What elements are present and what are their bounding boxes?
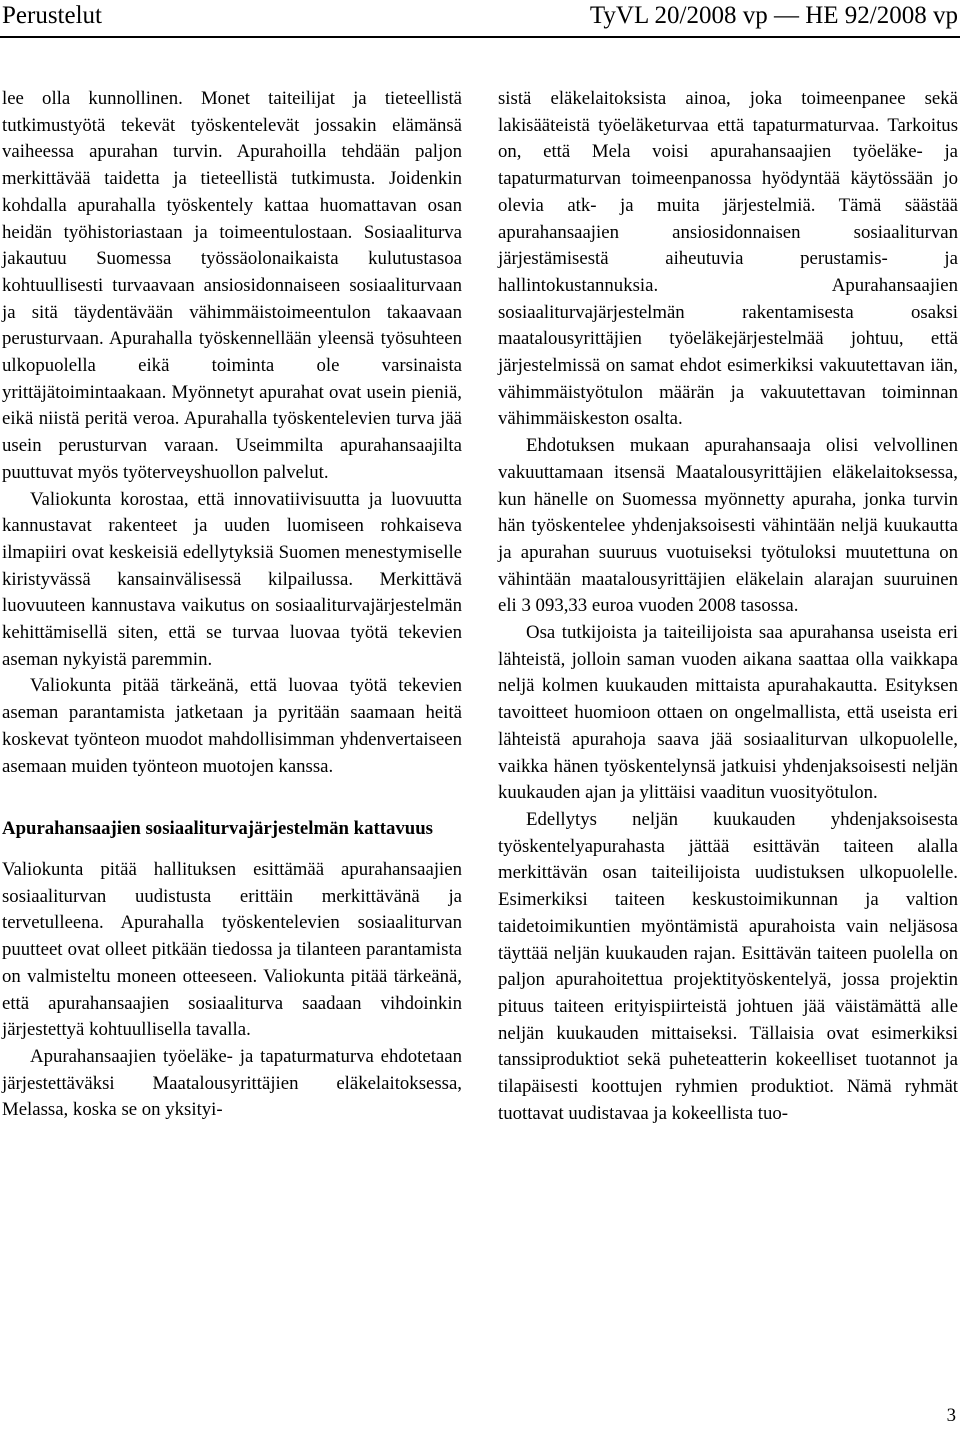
paragraph: lee olla kunnollinen. Monet taiteilijat ja tieteellistä tutkimustyötä tekevät työskentelevät jossakin elämänsä vaiheessa apurahan turvin. Apurahoilla tehdään paljon merkittävää taidetta ja tieteellistä tutkimusta. Joidenkin kohdalla apurahalla työskentely kattaa huomattavan osan heidän työhistoriastaan ja toimeentulostaan. Sosiaaliturva jakautuu Suomessa työssäolonaikaista kulutustasoa kohtuullisesti turvaavaan ansiosidonnaiseen sosiaaliturvaan ja sitä täydentävään vähimmäistoimeentulon takaavaan perusturvaan. Apurahalla työskennellään yleensä työsuhteen ulkopuolella eikä toiminta ole varsinaista yrittäjätoimintaakaan. Myönnetyt apurahat ovat usein pieniä, eikä niistä peritä veroa. Apurahalla työskentelevien turva jää usein perusturvan varaan. Useimmilta apurahansaajilta puuttuvat myös työterveyshuollon palvelut. bbox=[2, 88, 462, 483]
paragraph: Apurahansaajien työeläke- ja tapaturmaturva ehdotetaan järjestettäväksi Maatalousyrittäjien eläkelaitoksessa, Melassa, koska se on yksityi- bbox=[2, 1045, 462, 1121]
paragraph: sistä eläkelaitoksista ainoa, joka toimeenpanee sekä lakisääteistä työeläketurvaa että tapaturmaturvaa. Tarkoitus on, että Mela voisi apurahansaajien työeläke- ja tapaturmaturvan toimeenpanossa hyödyntää käytössään jo olevia atk- ja muita järjestelmiä. Tämä säästää apurahansaajien ansiosidonnaisen sosiaaliturvan järjestämisestä aiheutuvia perustamis- ja hallintokustannuksia. Apurahansaajien sosiaaliturvajärjestelmän rakentamisesta osaksi maatalousyrittäjien työeläkejärjestelmää johtuu, että järjestelmissä on samat ehdot esimerkiksi vakuutettavan iän, vähimmäistyötulon määrän ja vakuutettavan toiminnan vähimmäiskeston osalta. bbox=[498, 88, 958, 430]
header-divider bbox=[0, 36, 960, 38]
paragraph: Osa tutkijoista ja taiteilijoista saa apurahansa useista eri lähteistä, jolloin saman vuoden aikana saattaa olla vaikkapa neljä kolmen kuukauden mittaista apurahakautta. Esityksen tavoitteet huomioon ottaen on ongelmallista, että useista eri lähteistä apurahoja saava jää sosiaaliturvan ulkopuolelle, vaikka hänen työskentelynsä jatkuisi yhdenjaksoisesti neljän kuukauden ajan ja ylittäisi vaaditun vuosityötulon. bbox=[498, 622, 958, 804]
running-header bbox=[0, 0, 960, 38]
paragraph: Edellytys neljän kuukauden yhdenjaksoisesta työskentelyapurahasta jättää esittävän taiteen alalla merkittävän osan taiteilijoista uudistuksen ulkopuolelle. Esimerkiksi taiteen keskustoimikunnan ja valtion taidetoimikuntien myöntämistä apurahoista vain neljäsosa täyttää neljän kuukauden rajan. Esittävän taiteen puolella on paljon apurahoitettua projektityöskentelyä, jossa projektin pituus taiteen erityispiirteistä johtuen jää väistämättä alle neljän kuukauden mittaiseksi. Tällaisia ovat esimerkiksi tanssiproduktiot sekä puheteatterin kokeelliset tuotannot ja tilapäisesti koottujen ryhmien produktiot. Nämä ryhmät tuottavat uudistavaa ja kokeellista tuo- bbox=[498, 808, 958, 1124]
page-number: 3 bbox=[946, 1405, 956, 1426]
header-section-title: Perustelut bbox=[2, 2, 102, 29]
paragraph: Valiokunta pitää tärkeänä, että luovaa työtä tekevien aseman parantamista jatketaan ja pyritään saamaan heitä koskevat työnteon muodot mahdollisimman yhdenvertaiseen asemaan muiden työnteon muotojen kanssa. bbox=[2, 675, 462, 777]
spacer bbox=[2, 780, 462, 794]
header-document-reference: TyVL 20/2008 vp — HE 92/2008 vp bbox=[589, 2, 958, 29]
left-column bbox=[2, 86, 462, 1124]
section-heading: Apurahansaajien sosiaaliturvajärjestelmän kattavuus bbox=[2, 818, 433, 840]
paragraph: Ehdotuksen mukaan apurahansaaja olisi velvollinen vakuuttamaan itsensä Maatalousyrittäjien eläkelaitoksessa, kun hänelle on Suomessa myönnetty apuraha, jonka turvin hän työskentelee yhdenjaksoisesti vähintään neljä kuukautta ja apurahan suuruus vuotuiseksi työtuloksi muutettuna on vähintään maatalousyrittäjien eläkelain alarajan suuruinen eli 3 093,33 euroa vuoden 2008 tasossa. bbox=[498, 435, 958, 617]
paragraph: Valiokunta korostaa, että innovatiivisuutta ja luovuutta kannustavat rakenteet ja uuden luomiseen rohkaiseva ilmapiiri ovat keskeisiä edellytyksiä Suomen menestymiselle kiristyvässä kansainvälisessä kilpailussa. Merkittävä luovuuteen kannustava vaikutus on sosiaaliturvajärjestelmän kehittämisellä siten, että se turvaa luovaa työtä tekevien aseman nykyistä paremmin. bbox=[2, 488, 462, 670]
right-column bbox=[498, 86, 958, 1127]
paragraph: Valiokunta pitää hallituksen esittämää apurahansaajien sosiaaliturvan uudistusta erittäin merkittävänä ja tervetulleena. Apurahalla työskentelevien sosiaaliturvan puutteet ovat olleet pitkään tiedossa ja tilanteen parantamista on valmisteltu moneen otteeseen. Valiokunta pitää tärkeänä, että apurahansaajien sosiaaliturva saadaan vihdoinkin järjestettyä kohtuullisella tavalla. bbox=[2, 858, 462, 1041]
